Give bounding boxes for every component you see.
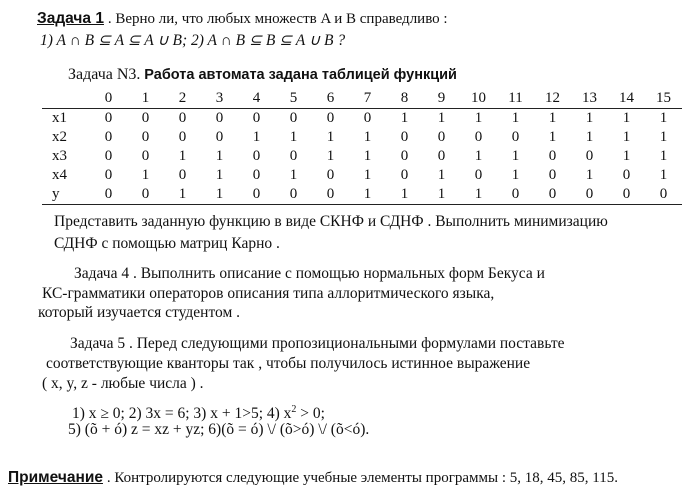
truth-table-cell: 0 [141,148,150,164]
truth-table-column-header: 0 [90,89,127,109]
task4-line-2: КС-грамматики операторов описания типа аллоритмического языка, [42,285,495,302]
truth-table-cell: 0 [437,148,446,164]
truth-table-cell: 1 [460,185,497,205]
truth-table-column-header: 4 [238,89,275,109]
truth-table-cell: 0 [178,110,187,126]
truth-table-cell: 1 [659,148,668,164]
task4-line-1: Задача 4 . Выполнить описание с помощью нормальных форм Бекуса и [74,265,545,282]
truth-table-cell: 0 [474,129,483,145]
truth-table-cell: 0 [622,167,631,183]
task1-line [37,10,448,28]
truth-table-cell: 0 [437,129,446,145]
truth-table-column-header: 12 [534,89,571,109]
truth-table-cell: 0 [252,167,261,183]
truth-table-cell: 0 [141,110,150,126]
truth-table-cell: 1 [622,110,631,126]
task5-line-3: ( x, y, z - любые числа ) . [42,375,204,392]
truth-table-cell: 1 [363,129,372,145]
truth-table-cell: 0 [511,129,520,145]
truth-table-cell: 0 [363,110,372,126]
truth-table-cell: 1 [585,129,594,145]
truth-table-column-header: 9 [423,89,460,109]
task5-formula-a [72,401,325,423]
truth-table-cell: 0 [400,129,409,145]
truth-table-cell: 0 [275,185,312,205]
truth-table-cell: 1 [659,110,668,126]
task5-formula-a-sup: 2 [291,404,297,415]
truth-table-row-label: x4 [52,167,67,183]
truth-table-column-header: 14 [608,89,645,109]
truth-table-row [42,185,682,205]
task3-instruction-2: СДНФ с помощью матриц Карно . [54,235,280,252]
truth-table-cell: 1 [622,129,631,145]
truth-table-cell: 1 [289,167,298,183]
truth-table-cell: 1 [215,148,224,164]
task4-line-3: который изучается студентом . [38,304,241,321]
truth-table-cell: 1 [437,167,446,183]
task5-formula-a-text: 1) x ≥ 0; 2) 3x = 6; 3) x + 1>5; 4) x [72,405,292,423]
truth-table-cell: 1 [437,110,446,126]
truth-table-column-header: 7 [349,89,386,109]
truth-table-row-label: y [42,185,90,205]
task1-label: Задача 1 [37,10,104,27]
task3-heading [68,66,457,84]
truth-table-cell: 0 [104,148,113,164]
truth-table-cell: 1 [363,148,372,164]
truth-table-cell: 1 [386,185,423,205]
truth-table-cell: 0 [326,110,335,126]
truth-table-row-label: x3 [52,148,67,164]
truth-table-cell: 1 [141,167,150,183]
truth-table-column-header: 5 [275,89,312,109]
truth-table-cell: 1 [474,148,483,164]
truth-table-cell: 0 [548,148,557,164]
truth-table-cell: 1 [201,185,238,205]
truth-table-cell: 0 [238,185,275,205]
truth-table-cell: 0 [534,185,571,205]
truth-table-column-header: 1 [127,89,164,109]
truth-table-cell: 1 [548,110,557,126]
task5-line-1: Задача 5 . Перед следующими пропозициональными формулами поставьте [70,335,565,352]
truth-table-cell: 0 [548,167,557,183]
note-text: . Контролируются следующие учебные элементы программы : 5, 18, 45, 85, 115. [106,470,618,486]
task3-instruction-1: Представить заданную функцию в виде СКНФ и СДНФ . Выполнить минимизацию [54,213,608,230]
task5-line-2: соответствующие кванторы так , чтобы получилось истинное выражение [46,355,531,372]
truth-table-cell: 1 [511,148,520,164]
truth-table-cell: 0 [252,110,261,126]
truth-table [42,89,682,205]
truth-table-cell: 1 [585,167,594,183]
truth-table-cell: 0 [585,148,594,164]
truth-table-cell: 1 [252,129,261,145]
truth-table-cell: 0 [497,185,534,205]
task1-text: . Верно ли, что любых множеств A и B справедливо : [107,11,448,27]
truth-table-header [42,89,682,109]
truth-table-cell: 0 [104,129,113,145]
truth-table-cell: 0 [127,185,164,205]
truth-table-cell: 1 [363,167,372,183]
truth-table-column-header: 15 [645,89,682,109]
truth-table-cell: 1 [178,148,187,164]
note-line [8,469,618,487]
truth-table-cell: 1 [474,110,483,126]
truth-table-cell: 0 [141,129,150,145]
truth-table-column-header: 8 [386,89,423,109]
truth-table-cell: 1 [349,185,386,205]
truth-table-cell: 1 [423,185,460,205]
truth-table-cell: 0 [571,185,608,205]
truth-table-cell: 0 [215,110,224,126]
truth-table-row [42,128,682,147]
truth-table-cell: 1 [659,129,668,145]
task3-title: Работа автомата задана таблицей функций [144,67,457,83]
truth-table-column-header: 3 [201,89,238,109]
truth-table-row [42,147,682,166]
truth-table-cell: 0 [178,167,187,183]
truth-table-cell: 0 [645,185,682,205]
truth-table-cell: 0 [400,167,409,183]
truth-table-cell: 0 [326,167,335,183]
truth-table-cell: 0 [215,129,224,145]
truth-table-cell: 0 [312,185,349,205]
truth-table-cell: 1 [164,185,201,205]
truth-table-column-header: 11 [497,89,534,109]
truth-table-cell: 0 [289,110,298,126]
truth-table-cell: 0 [252,148,261,164]
truth-table-cell: 1 [659,167,668,183]
truth-table-cell: 0 [104,110,113,126]
truth-table-cell: 1 [511,110,520,126]
truth-table-cell: 0 [104,167,113,183]
truth-table-row [42,109,682,129]
task1-formula: 1) A ∩ B ⊆ A ⊆ A ∪ B; 2) A ∩ B ⊆ B ⊆ A ∪ B ? [40,32,346,49]
note-label: Примечание [8,469,103,486]
truth-table-cell: 1 [326,129,335,145]
truth-table-cell: 0 [90,185,127,205]
truth-table-cell: 0 [608,185,645,205]
truth-table-row-label: x2 [52,129,67,145]
truth-table-cell: 1 [289,129,298,145]
truth-table-cell: 1 [215,167,224,183]
truth-table-cell: 1 [511,167,520,183]
truth-table-cell: 1 [326,148,335,164]
truth-table-column-header: 10 [460,89,497,109]
truth-table-row-label: x1 [52,110,67,126]
truth-table-column-header: 6 [312,89,349,109]
truth-table-cell: 1 [622,148,631,164]
truth-table-row [42,166,682,185]
truth-table-cell: 0 [178,129,187,145]
truth-table-cell: 1 [400,110,409,126]
truth-table-cell: 1 [548,129,557,145]
truth-table-cell: 0 [400,148,409,164]
truth-table-cell: 1 [585,110,594,126]
task3-label: Задача N3. [68,66,141,83]
truth-table-cell: 0 [289,148,298,164]
task5-formula-b: 5) (õ + ó) z = xz + yz; 6)(õ = ó) \/ (õ>ó) \/ (õ<ó). [68,421,370,438]
truth-table-column-header: 2 [164,89,201,109]
truth-table-column-header: 13 [571,89,608,109]
task5-formula-a-end: > 0; [296,405,325,423]
truth-table-cell: 0 [474,167,483,183]
truth-table-corner [42,89,90,109]
